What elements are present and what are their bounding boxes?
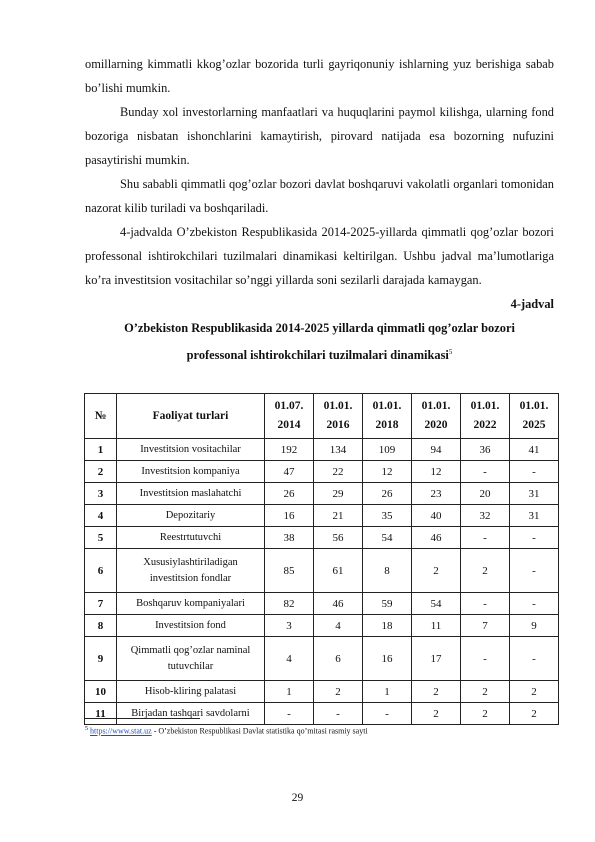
year-value-cell: 12 (363, 461, 412, 483)
activity-type: Depozitariy (117, 505, 265, 527)
table-row (85, 505, 559, 527)
row-number: 4 (85, 505, 117, 527)
row-number: 5 (85, 527, 117, 549)
row-number: 8 (85, 615, 117, 637)
row-number: 9 (85, 637, 117, 681)
year-value-cell: 54 (363, 527, 412, 549)
year-value-cell: - (363, 703, 412, 725)
year-value-cell: - (461, 593, 510, 615)
year-value-cell: - (510, 527, 559, 549)
year-value-cell: 4 (265, 637, 314, 681)
year-value-cell: - (461, 637, 510, 681)
year-value-cell: 11 (412, 615, 461, 637)
year-value-cell: 2 (461, 681, 510, 703)
year-value-cell: - (510, 461, 559, 483)
row-number: 2 (85, 461, 117, 483)
year-value-cell: 192 (265, 439, 314, 461)
header-year: 01.01. 2016 (314, 394, 363, 439)
paragraph-3: Shu sababli qimmatli qog’ozlar bozori davlat boshqaruvi vakolatli organlari tomonidan nazorat kilib turiladi va boshqariladi. (85, 177, 554, 215)
year-value-cell: 9 (510, 615, 559, 637)
year-value-cell: 31 (510, 505, 559, 527)
year-value-cell: 109 (363, 439, 412, 461)
year-value-cell: 46 (412, 527, 461, 549)
year-value-cell: 4 (314, 615, 363, 637)
paragraph-2: Bunday xol investorlarning manfaatlari va huquqlarini paymol kilishga, ularning fond bozoriga nisbatan ishonchlarini kamaytirish, pirovard natijada esa bozorning nufuzini pasaytirishi mumkin. (85, 105, 554, 167)
year-value-cell: - (461, 527, 510, 549)
year-value-cell: 21 (314, 505, 363, 527)
activity-type: Birjadan tashqari savdolarni (117, 703, 265, 725)
table-row (85, 615, 559, 637)
footnote-divider (85, 718, 200, 719)
activity-type: Qimmatli qog’ozlar naminal tutuvchilar (117, 637, 265, 681)
participants-table (84, 393, 559, 725)
year-value-cell: - (314, 703, 363, 725)
row-number: 11 (85, 703, 117, 725)
year-value-cell: - (265, 703, 314, 725)
table-caption-line-1: O’zbekiston Respublikasida 2014-2025 yillarda qimmatli qog’ozlar bozori (124, 321, 515, 335)
table-label: 4-jadval (510, 297, 554, 311)
table-row (85, 461, 559, 483)
paragraph-4: 4-jadvalda O’zbekiston Respublikasida 2014-2025-yillarda qimmatli qog’ozlar bozori professonal ishtirokchilari tuzilmalari dinamikasi keltirilgan. Ushbu jadval ma’lumotlariga ko’ra investitsion vositachilar so’nggi yillarda soni sezilarli darajada kamaygan. (85, 225, 554, 287)
footnote (85, 722, 368, 739)
year-value-cell: 3 (265, 615, 314, 637)
table-caption-line-2 (85, 340, 554, 367)
footnote-text: - O’zbekiston Respublikasi Davlat statistika qo’mitasi rasmiy sayti (151, 726, 368, 736)
activity-type: Xususiylashtiriladigan investitsion fondlar (117, 549, 265, 593)
year-value-cell: 54 (412, 593, 461, 615)
year-value-cell: 8 (363, 549, 412, 593)
paragraph-1: omillarning kimmatli kkog’ozlar bozorida turli gayriqonuniy ishlarning yuz berishiga sabab bo’lishi mumkin. (85, 57, 554, 95)
header-activity: Faoliyat turlari (117, 394, 265, 439)
year-value-cell: 31 (510, 483, 559, 505)
table-row (85, 637, 559, 681)
table-row (85, 527, 559, 549)
table-row (85, 439, 559, 461)
activity-type: Investitsion vositachilar (117, 439, 265, 461)
year-value-cell: 38 (265, 527, 314, 549)
header-number: № (85, 394, 117, 439)
header-year: 01.01. 2018 (363, 394, 412, 439)
table-row (85, 593, 559, 615)
year-value-cell: 59 (363, 593, 412, 615)
year-value-cell: 2 (412, 549, 461, 593)
year-value-cell: 2 (461, 703, 510, 725)
year-value-cell: 16 (265, 505, 314, 527)
table-body (85, 439, 559, 725)
year-value-cell: 56 (314, 527, 363, 549)
year-value-cell: 26 (265, 483, 314, 505)
year-value-cell: 2 (461, 549, 510, 593)
year-value-cell: 2 (510, 703, 559, 725)
year-value-cell: 7 (461, 615, 510, 637)
table-row (85, 483, 559, 505)
row-number: 1 (85, 439, 117, 461)
activity-type: Investitsion kompaniya (117, 461, 265, 483)
year-value-cell: 36 (461, 439, 510, 461)
year-value-cell: - (510, 549, 559, 593)
year-value-cell: 85 (265, 549, 314, 593)
year-value-cell: 32 (461, 505, 510, 527)
year-value-cell: 61 (314, 549, 363, 593)
year-value-cell: 2 (314, 681, 363, 703)
row-number: 7 (85, 593, 117, 615)
header-year: 01.07. 2014 (265, 394, 314, 439)
year-value-cell: 29 (314, 483, 363, 505)
row-number: 6 (85, 549, 117, 593)
year-value-cell: 20 (461, 483, 510, 505)
year-value-cell: 94 (412, 439, 461, 461)
year-value-cell: 1 (265, 681, 314, 703)
year-value-cell: 12 (412, 461, 461, 483)
year-value-cell: 26 (363, 483, 412, 505)
year-value-cell: 47 (265, 461, 314, 483)
year-value-cell: 46 (314, 593, 363, 615)
year-value-cell: 2 (510, 681, 559, 703)
year-value-cell: 1 (363, 681, 412, 703)
activity-type: Boshqaruv kompaniyalari (117, 593, 265, 615)
year-value-cell: 82 (265, 593, 314, 615)
footnote-mark: 5 (85, 726, 88, 732)
table-caption-text: professonal ishtirokchilari tuzilmalari dinamikasi (186, 348, 449, 363)
year-value-cell: 2 (412, 681, 461, 703)
footnote-link[interactable]: https://www.stat.uz (90, 726, 152, 736)
header-year: 01.01. 2025 (510, 394, 559, 439)
table-header-row (85, 394, 559, 439)
row-number: 10 (85, 681, 117, 703)
activity-type: Hisob-kliring palatasi (117, 681, 265, 703)
row-number: 3 (85, 483, 117, 505)
year-value-cell: 6 (314, 637, 363, 681)
activity-type: Investitsion maslahatchi (117, 483, 265, 505)
table-row (85, 681, 559, 703)
year-value-cell: 17 (412, 637, 461, 681)
year-value-cell: 23 (412, 483, 461, 505)
year-value-cell: 41 (510, 439, 559, 461)
header-year: 01.01. 2022 (461, 394, 510, 439)
page-number: 29 (291, 792, 304, 804)
year-value-cell: 35 (363, 505, 412, 527)
caption-footnote-mark: 5 (448, 348, 453, 356)
year-value-cell: 134 (314, 439, 363, 461)
year-value-cell: - (461, 461, 510, 483)
year-value-cell: 22 (314, 461, 363, 483)
activity-type: Investitsion fond (117, 615, 265, 637)
year-value-cell: 16 (363, 637, 412, 681)
header-year: 01.01. 2020 (412, 394, 461, 439)
year-value-cell: - (510, 637, 559, 681)
year-value-cell: 2 (412, 703, 461, 725)
year-value-cell: 18 (363, 615, 412, 637)
table-row (85, 549, 559, 593)
activity-type: Reestrtutuvchi (117, 527, 265, 549)
year-value-cell: - (510, 593, 559, 615)
body-text (85, 52, 554, 367)
year-value-cell: 40 (412, 505, 461, 527)
